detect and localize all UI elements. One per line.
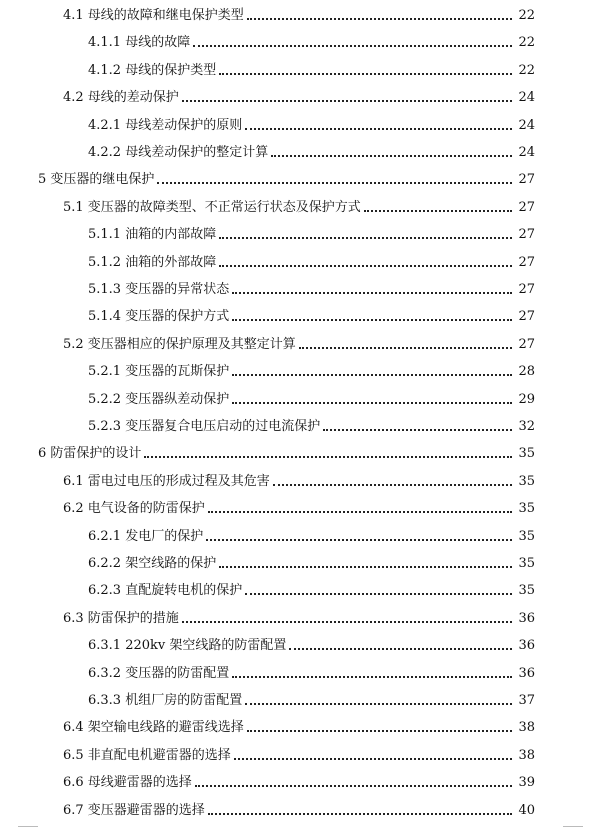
toc-dot-leader [364, 210, 512, 212]
toc-entry-title: 6.2.3 直配旋转电机的保护 [88, 583, 243, 599]
toc-entry-page-number: 24 [518, 90, 535, 106]
toc-dot-leader [232, 374, 512, 376]
toc-entry[interactable] [0, 575, 601, 599]
toc-entry-page-number: 35 [518, 501, 535, 517]
toc-entry[interactable] [0, 411, 601, 435]
toc-dot-leader [245, 128, 512, 130]
toc-entry-page-number: 27 [518, 309, 535, 325]
toc-entry[interactable] [0, 466, 601, 490]
toc-dot-leader [247, 18, 512, 20]
toc-dot-leader [208, 511, 512, 513]
toc-entry[interactable] [0, 219, 601, 243]
toc-entry-page-number: 39 [518, 775, 535, 791]
toc-entry-page-number: 35 [518, 556, 535, 571]
toc-entry[interactable] [0, 164, 601, 188]
toc-entry-title: 6.4 架空输电线路的避雷线选择 [63, 720, 244, 736]
toc-entry[interactable] [0, 658, 601, 682]
toc-entry[interactable] [0, 329, 601, 353]
toc-entry-page-number: 29 [518, 391, 535, 407]
toc-entry-title: 6 防雷保护的设计 [38, 446, 142, 462]
toc-entry-title: 6.6 母线避雷器的选择 [63, 775, 192, 791]
toc-dot-leader [232, 292, 512, 294]
toc-entry-title: 5.1.3 变压器的异常状态 [88, 282, 230, 297]
toc-dot-leader [219, 237, 512, 239]
toc-entry-page-number: 35 [518, 528, 535, 544]
toc-entry-title: 6.3.3 机组厂房的防雷配置 [88, 693, 243, 708]
toc-dot-leader [219, 265, 512, 267]
toc-dot-leader [232, 402, 512, 404]
toc-entry[interactable] [0, 55, 601, 79]
toc-entry-title: 6.3.1 220kv 架空线路的防雷配置 [88, 638, 287, 654]
toc-entry[interactable] [0, 192, 601, 216]
toc-dot-leader [273, 484, 512, 486]
toc-entry[interactable] [0, 493, 601, 517]
page-edge-mark-right [563, 826, 583, 827]
toc-dot-leader [157, 182, 512, 184]
toc-entry-page-number: 22 [518, 62, 535, 78]
toc-entry-title: 6.5 非直配电机避雷器的选择 [63, 747, 231, 763]
toc-entry[interactable] [0, 356, 601, 380]
toc-entry-title: 6.7 变压器避雷器的选择 [63, 802, 205, 818]
toc-entry[interactable] [0, 603, 601, 627]
toc-entry-title: 6.2.2 架空线路的保护 [88, 556, 217, 571]
toc-entry-title: 6.1 雷电过电压的形成过程及其危害 [63, 473, 270, 489]
toc-entry-title: 5 变压器的继电保护 [38, 172, 155, 188]
toc-entry-title: 5.2.1 变压器的瓦斯保护 [88, 364, 230, 380]
page-edge-mark-left [18, 826, 38, 827]
toc-entry-title: 5.1.4 变压器的保护方式 [88, 309, 230, 325]
toc-entry-title: 5.1.1 油箱的内部故障 [88, 227, 217, 243]
toc-dot-leader [247, 730, 512, 732]
toc-entry[interactable] [0, 274, 601, 298]
toc-entry[interactable] [0, 27, 601, 51]
toc-entry-title: 4.1.1 母线的故障 [88, 35, 191, 51]
toc-dot-leader [144, 456, 512, 458]
toc-entry[interactable] [0, 438, 601, 462]
toc-entry-title: 4.1 母线的故障和继电保护类型 [63, 8, 244, 23]
toc-entry-title: 4.2 母线的差动保护 [63, 90, 179, 106]
toc-dot-leader [323, 429, 512, 431]
toc-entry-page-number: 35 [518, 583, 535, 599]
toc-dot-leader [299, 347, 512, 349]
toc-entry-page-number: 27 [518, 172, 535, 188]
toc-entry-page-number: 27 [518, 199, 535, 215]
toc-entry[interactable] [0, 685, 601, 709]
toc-entry-title: 5.1.2 油箱的外部故障 [88, 254, 217, 270]
toc-dot-leader [219, 566, 512, 568]
toc-dot-leader [232, 319, 512, 321]
toc-dot-leader [195, 785, 512, 787]
toc-entry[interactable] [0, 767, 601, 791]
toc-entry[interactable] [0, 301, 601, 325]
toc-dot-leader [232, 676, 512, 678]
toc-entry[interactable] [0, 795, 601, 819]
toc-entry-title: 5.2.2 变压器纵差动保护 [88, 391, 230, 407]
toc-entry-title: 5.2 变压器相应的保护原理及其整定计算 [63, 336, 296, 352]
toc-entry-title: 4.2.1 母线差动保护的原则 [88, 117, 243, 133]
toc-entry-page-number: 27 [518, 254, 535, 270]
toc-entry-page-number: 27 [518, 336, 535, 352]
toc-entry-page-number: 22 [518, 8, 535, 23]
toc-entry-page-number: 24 [518, 117, 535, 133]
toc-dot-leader [289, 648, 512, 650]
toc-entry[interactable] [0, 548, 601, 572]
toc-entry-page-number: 36 [518, 638, 535, 654]
toc-entry-title: 6.3 防雷保护的措施 [63, 610, 179, 626]
toc-dot-leader [182, 100, 512, 102]
toc-entry[interactable] [0, 247, 601, 271]
toc-entry[interactable] [0, 712, 601, 736]
toc-dot-leader [271, 155, 512, 157]
toc-dot-leader [208, 813, 512, 815]
toc-entry-page-number: 22 [518, 35, 535, 51]
toc-dot-leader [219, 73, 512, 75]
toc-entry-page-number: 24 [518, 145, 535, 160]
toc-entry-page-number: 35 [518, 473, 535, 489]
toc-entry-title: 6.2 电气设备的防雷保护 [63, 501, 205, 517]
toc-entry-page-number: 38 [518, 720, 535, 736]
toc-entry[interactable] [0, 110, 601, 134]
toc-dot-leader [206, 539, 512, 541]
toc-entry[interactable] [0, 0, 601, 24]
toc-entry-page-number: 38 [518, 747, 535, 763]
toc-dot-leader [182, 621, 512, 623]
toc-dot-leader [245, 703, 512, 705]
toc-entry[interactable] [0, 82, 601, 106]
toc-entry-page-number: 37 [518, 693, 535, 708]
toc-entry-page-number: 27 [518, 227, 535, 243]
toc-entry[interactable] [0, 630, 601, 654]
toc-dot-leader [245, 593, 512, 595]
toc-entry-page-number: 35 [518, 446, 535, 462]
toc-entry-title: 5.1 变压器的故障类型、不正常运行状态及保护方式 [63, 199, 361, 215]
toc-entry-title: 4.1.2 母线的保护类型 [88, 62, 217, 78]
toc-entry[interactable] [0, 740, 601, 764]
toc-entry[interactable] [0, 384, 601, 408]
toc-entry-page-number: 27 [518, 282, 535, 297]
toc-entry-page-number: 36 [518, 610, 535, 626]
toc-entry-page-number: 36 [518, 665, 535, 681]
toc-entry[interactable] [0, 521, 601, 545]
toc-entry-title: 6.3.2 变压器的防雷配置 [88, 665, 230, 681]
toc-entry-title: 6.2.1 发电厂的保护 [88, 528, 204, 544]
toc-entry[interactable] [0, 137, 601, 161]
toc-entry-page-number: 32 [518, 419, 535, 434]
toc-entry-page-number: 40 [518, 802, 535, 818]
toc-dot-leader [193, 45, 512, 47]
toc-entry-title: 5.2.3 变压器复合电压启动的过电流保护 [88, 419, 321, 434]
toc-dot-leader [234, 758, 512, 760]
toc-entry-title: 4.2.2 母线差动保护的整定计算 [88, 145, 269, 160]
toc-entry-page-number: 28 [518, 364, 535, 380]
